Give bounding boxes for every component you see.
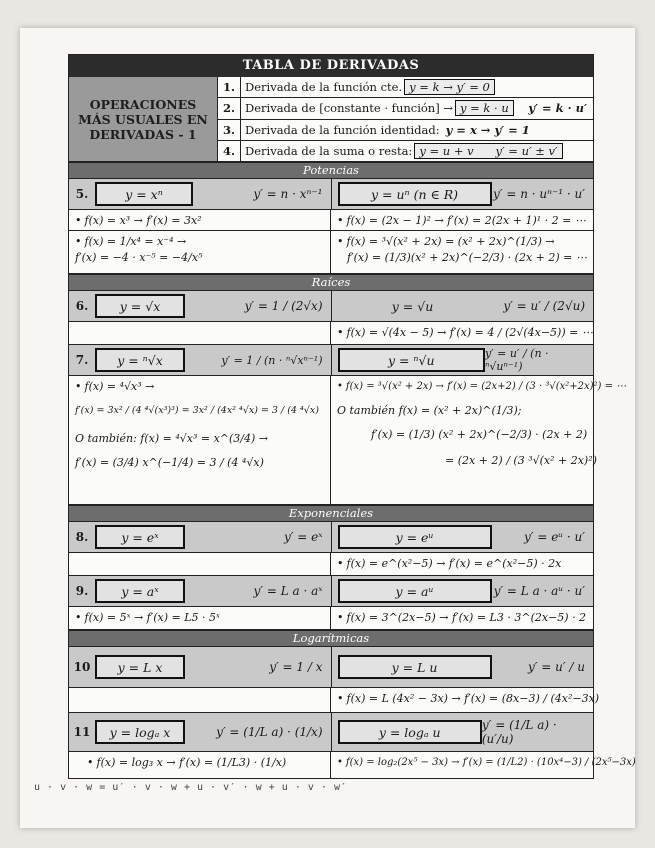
operation-text: Derivada de [constante · función] → <box>245 101 453 116</box>
rule-number: 10 <box>73 660 91 674</box>
example: = (2x + 2) / (3 ³√(x² + 2x)²) <box>445 454 597 467</box>
example-row: • f(x) = 1/x⁴ = x⁻⁴ → f′(x) = −4 · x⁻⁵ = −4/x⁵ • f(x) = ³√(x² + 2x) = (x² + 2x)^(1/3) → f′(x) = (1/3)(x² + 2x)^(−2/3) · (2x + 2) = ⋯ <box>69 231 593 274</box>
example: f(x) = log₃ x → f′(x) = (1/L3) · (1/x) <box>96 756 287 769</box>
operation-number: 4. <box>218 141 241 161</box>
function-box: y = logₐ x <box>95 720 185 744</box>
derivative: y′ = (1/L a) · (1/x) <box>216 725 323 739</box>
operation-derivative: y′ = k · u′ <box>528 101 587 116</box>
operation-text: Derivada de la suma o resta: <box>245 143 413 158</box>
operation-formula: y = x → y′ = 1 <box>445 122 530 137</box>
rule-row-5 <box>69 179 593 210</box>
function-box: y = aᵘ <box>338 579 492 603</box>
rule-number: 9. <box>75 584 89 598</box>
function-box: y = logₐ u <box>338 720 482 744</box>
rule-row-7 <box>69 345 593 376</box>
table-title: TABLA DE DERIVADAS <box>69 55 593 77</box>
derivative: y′ = n · uⁿ⁻¹ · u′ <box>493 187 585 201</box>
operation-text: Derivada de la función cte. <box>245 80 403 95</box>
example: f(x) = 1/x⁴ = x⁻⁴ → <box>84 235 187 248</box>
operations-block <box>69 77 593 162</box>
function-box: y = ⁿ√x <box>95 348 185 372</box>
example: f(x) = e^(x²−5) → f′(x) = e^(x²−5) · 2x <box>346 557 562 570</box>
operation-row <box>218 77 593 98</box>
derivative: y′ = 1 / (2√x) <box>244 299 323 313</box>
function-box: y = eˣ <box>95 525 185 549</box>
operation-formula: y = k · u <box>455 100 514 116</box>
derivative: y′ = n · xⁿ⁻¹ <box>253 187 323 201</box>
example: f(x) = 5ˣ → f′(x) = L5 · 5ˣ <box>84 611 220 624</box>
example: f(x) = L (4x² − 3x) → f′(x) = (8x−3) / (4x²−3x) <box>346 692 600 705</box>
example-row: • f(x) = L (4x² − 3x) → f′(x) = (8x−3) / (4x²−3x) <box>69 688 593 713</box>
operation-number: 3. <box>218 120 241 140</box>
example: f′(x) = (1/3) (x² + 2x)^(−2/3) · (2x + 2) <box>371 428 588 441</box>
operation-formula: y = k → y′ = 0 <box>404 79 495 95</box>
operation-number: 2. <box>218 98 241 118</box>
example: O también: f(x) = ⁴√x³ = x^(3/4) → <box>75 432 269 445</box>
derivative: y′ = 1 / x <box>269 660 323 674</box>
example-row: • f(x) = log₃ x → f′(x) = (1/L3) · (1/x) • f(x) = log₂(2x⁵ − 3x) → f′(x) = (1/L2) · (10x⁴−3) / (2x⁵−3x) <box>69 752 593 778</box>
paper-sheet <box>20 28 635 828</box>
function-box: y = eᵘ <box>338 525 492 549</box>
example: f(x) = log₂(2x⁵ − 3x) → f′(x) = (1/L2) · (10x⁴−3) / (2x⁵−3x) <box>345 757 636 768</box>
example: f(x) = (2x − 1)² → f′(x) = 2(2x + 1)¹ · 2 = ⋯ <box>346 214 586 227</box>
derivative: y′ = (1/L a) · (u′/u) <box>481 718 557 746</box>
rule-number: 6. <box>75 299 89 313</box>
section-exponenciales: Exponenciales <box>69 505 593 522</box>
derivative: y′ = L a · aˣ <box>253 584 323 598</box>
example-row: • f(x) = x³ → f′(x) = 3x² • f(x) = (2x − 1)² → f′(x) = 2(2x + 1)¹ · 2 = ⋯ <box>69 210 593 231</box>
example: O también f(x) = (x² + 2x)^(1/3); <box>337 404 522 417</box>
section-raices: Raíces <box>69 274 593 291</box>
rule-number: 5. <box>75 187 89 201</box>
handwritten-note: u · v · w = u′ · v · w + u · v′ · w + u · v · w′ <box>34 782 347 793</box>
section-potencias: Potencias <box>69 162 593 179</box>
example: f(x) = ³√(x² + 2x) = (x² + 2x)^(1/3) → <box>346 235 555 248</box>
function-box: y = uⁿ (n ∈ R) <box>338 182 492 206</box>
operation-row <box>218 141 593 161</box>
example: f(x) = x³ → f′(x) = 3x² <box>84 214 202 227</box>
derivative: y′ = eᵘ · u′ <box>524 530 585 544</box>
example: f(x) = √(4x − 5) → f′(x) = 4 / (2√(4x−5)) = ⋯ <box>346 326 593 339</box>
example: f′(x) = −4 · x⁻⁵ = −4/x⁵ <box>75 251 203 264</box>
function-box: y = xⁿ <box>95 182 193 206</box>
derivative: y′ = L a · aᵘ · u′ <box>493 584 585 598</box>
example-row: • f(x) = √(4x − 5) → f′(x) = 4 / (2√(4x−5)) = ⋯ <box>69 322 593 345</box>
rule-row-9 <box>69 576 593 607</box>
example: f(x) = ³√(x² + 2x) → f′(x) = (2x+2) / (3 · ³√(x²+2x)²) = ⋯ <box>345 381 627 392</box>
example-row: • f(x) = e^(x²−5) → f′(x) = e^(x²−5) · 2x <box>69 553 593 576</box>
example: f(x) = ⁴√x³ → <box>84 380 155 393</box>
derivatives-table <box>68 54 636 779</box>
example: f′(x) = 3x² / (4 ⁴√(x³)³) = 3x² / (4x² ⁴√x) = 3 / (4 ⁴√x) <box>75 405 319 416</box>
rule-row-10 <box>69 647 593 688</box>
function-label: y = √u <box>391 298 434 314</box>
example: f′(x) = (3/4) x^(−1/4) = 3 / (4 ⁴√x) <box>75 456 264 469</box>
example: f′(x) = (1/3)(x² + 2x)^(−2/3) · (2x + 2) = ⋯ <box>347 251 587 264</box>
operation-formula: y = u + v y′ = u′ ± v′ <box>414 143 562 159</box>
derivative: y′ = u′ / u <box>527 660 585 674</box>
derivative: y′ = u′ / (2√u) <box>503 299 585 313</box>
rule-row-8 <box>69 522 593 553</box>
operations-label: OPERACIONES MÁS USUALES EN DERIVADAS - 1 <box>69 77 218 161</box>
function-box: y = aˣ <box>95 579 185 603</box>
function-box: y = L x <box>95 655 185 679</box>
section-logaritmicas: Logarítmicas <box>69 630 593 647</box>
derivative: y′ = 1 / (n · ⁿ√xⁿ⁻¹) <box>221 353 323 367</box>
derivative: y′ = u′ / (n · ⁿ√uⁿ⁻¹) <box>484 347 549 373</box>
operation-text: Derivada de la función identidad: <box>245 122 440 137</box>
example-row: • f(x) = 5ˣ → f′(x) = L5 · 5ˣ • f(x) = 3^(2x−5) → f′(x) = L3 · 3^(2x−5) · 2 <box>69 607 593 630</box>
example-row: • f(x) = ⁴√x³ → f′(x) = 3x² / (4 ⁴√(x³)³) = 3x² / (4x² ⁴√x) = 3 / (4 ⁴√x) O también: f(x) = ⁴√x³ = x^(3/4) → f′(x) = (3/4) x^(−1/4) = 3 / (4 ⁴√x) • f(x) = ³√(x² + 2x) → f′(x) = (2x+2) / (3 · ³√(x²+2x)²) = ⋯ O también f(x) = (x² + 2x)^(1/3); f′(x) = (1/3) (x² + 2x)^(−2/3) · (2x + 2) = (2x + 2) / (3 ³√(x² + 2x)²) <box>69 376 593 505</box>
rule-row-11 <box>69 713 593 752</box>
derivative: y′ = eˣ <box>283 530 323 544</box>
function-box: y = √x <box>95 294 185 318</box>
rule-row-6 <box>69 291 593 322</box>
operation-row <box>218 120 593 141</box>
operation-number: 1. <box>218 77 241 97</box>
operation-row <box>218 98 593 119</box>
example: f(x) = 3^(2x−5) → f′(x) = L3 · 3^(2x−5) · 2 <box>346 611 587 624</box>
rule-number: 8. <box>75 530 89 544</box>
operations-rows <box>218 77 593 161</box>
rule-number: 7. <box>75 353 89 367</box>
rule-number: 11 <box>73 725 91 739</box>
function-box: y = ⁿ√u <box>338 348 485 372</box>
function-box: y = L u <box>338 655 492 679</box>
